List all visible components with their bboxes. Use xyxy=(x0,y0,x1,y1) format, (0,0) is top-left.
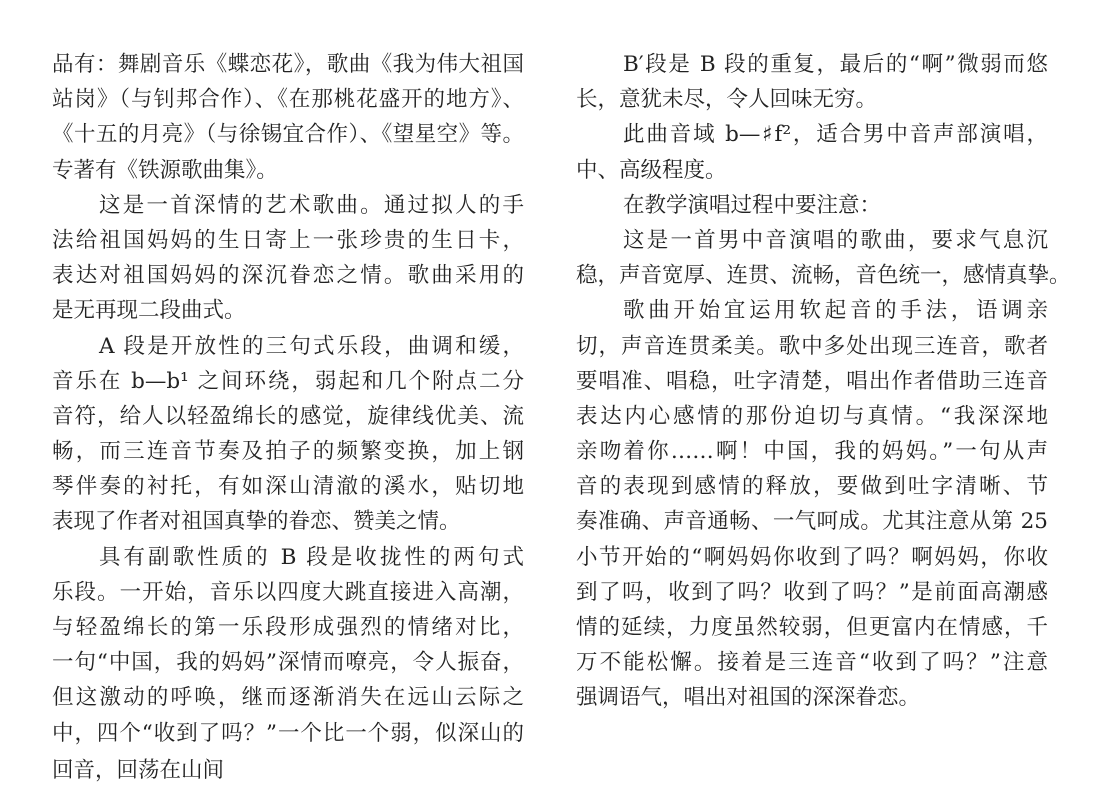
text-line: 音的表现到感情的释放，要做到吐字清晰、节 xyxy=(576,474,1048,500)
text-line: 站岗》（与钊邦合作）、《在那桃花盛开的地方》、 xyxy=(52,87,524,113)
text-line: 强调语气，唱出对祖国的深深眷恋。 xyxy=(576,685,921,711)
text-line: 乐段。一开始，音乐以四度大跳直接进入高潮， xyxy=(52,579,524,605)
text-line: 畅，而三连音节奏及拍子的频繁变换，加上钢 xyxy=(52,439,524,465)
text-line: 品有：舞剧音乐《蝶恋花》，歌曲《我为伟大祖国 xyxy=(52,52,524,77)
text-line: B′段是 B 段的重复，最后的“啊”微弱而悠 xyxy=(623,52,1048,77)
text-line: 表达内心感情的那份迫切与真情。“我深深地 xyxy=(576,403,1048,429)
right-column xyxy=(576,47,1071,716)
paragraph xyxy=(52,329,524,540)
text-line: 稳，声音宽厚、连贯、流畅，音色统一，感情真挚。 xyxy=(576,263,1071,289)
text-line: 小节开始的“啊妈妈你收到了吗？啊妈妈，你收 xyxy=(576,544,1048,570)
text-line: 亲吻着你……啊！中国，我的妈妈。”一句从声 xyxy=(576,439,1048,465)
text-line: 音符，给人以轻盈绵长的感觉，旋律线优美、流 xyxy=(52,403,524,429)
text-line: 《十五的月亮》（与徐锡宜合作）、《望星空》等。 xyxy=(52,122,524,148)
text-line: 中、高级程度。 xyxy=(576,157,727,183)
text-line: 中，四个“收到了吗？”一个比一个弱，似深山的 xyxy=(52,720,524,746)
paragraph xyxy=(52,188,524,329)
paragraph xyxy=(576,117,1048,187)
paragraph xyxy=(576,47,1048,117)
text-line: 情的延续，力度虽然较弱，但更富内在情感，千 xyxy=(576,615,1048,640)
text-line: 此曲音域 b—♯f²，适合男中音声部演唱， xyxy=(623,122,1048,148)
text-line: 奏准确、声音通畅、一气呵成。尤其注意从第 25 xyxy=(576,509,1048,535)
text-line: 到了吗，收到了吗？收到了吗？”是前面高潮感 xyxy=(576,579,1048,605)
text-line: A 段是开放性的三句式乐段，曲调和缓， xyxy=(99,333,524,359)
paragraph xyxy=(576,223,1071,293)
text-line: 音乐在 b—b¹ 之间环绕，弱起和几个附点二分 xyxy=(52,368,524,394)
paragraph xyxy=(52,540,524,783)
left-column xyxy=(52,47,524,783)
paragraph xyxy=(576,188,1048,223)
text-line: 一句“中国，我的妈妈”深情而嘹亮，令人振奋， xyxy=(52,650,524,676)
text-line: 但这激动的呼唤，继而逐渐消失在远山云际之 xyxy=(52,685,524,711)
text-line: 在教学演唱过程中要注意： xyxy=(623,192,882,218)
text-line: 与轻盈绵长的第一乐段形成强烈的情绪对比， xyxy=(52,615,524,640)
text-line: 回音，回荡在山间 xyxy=(52,757,225,783)
text-line: 这是一首男中音演唱的歌曲，要求气息沉 xyxy=(623,227,1048,253)
text-line: 表达对祖国妈妈的深沉眷恋之情。歌曲采用的 xyxy=(52,263,524,289)
text-line: 万不能松懈。接着是三连音“收到了吗？”注意 xyxy=(576,650,1048,676)
text-line: 表现了作者对祖国真挚的眷恋、赞美之情。 xyxy=(52,509,461,535)
text-line: 切，声音连贯柔美。歌中多处出现三连音，歌者 xyxy=(576,333,1048,359)
text-line: 是无再现二段曲式。 xyxy=(52,298,246,324)
text-line: 专著有《铁源歌曲集》。 xyxy=(52,157,278,183)
paragraph xyxy=(52,47,524,188)
text-line: 长，意犹未尽，令人回味无穷。 xyxy=(576,87,878,113)
paragraph xyxy=(576,293,1048,715)
text-line: 法给祖国妈妈的生日寄上一张珍贵的生日卡， xyxy=(52,227,524,253)
text-line: 具有副歌性质的 B 段是收拢性的两句式 xyxy=(99,544,524,570)
text-line: 要唱准、唱稳，吐字清楚，唱出作者借助三连音 xyxy=(576,368,1048,394)
text-line: 歌曲开始宜运用软起音的手法，语调亲 xyxy=(623,298,1048,324)
text-line: 琴伴奏的衬托，有如深山清澈的溪水，贴切地 xyxy=(52,474,524,500)
text-line: 这是一首深情的艺术歌曲。通过拟人的手 xyxy=(99,192,524,218)
